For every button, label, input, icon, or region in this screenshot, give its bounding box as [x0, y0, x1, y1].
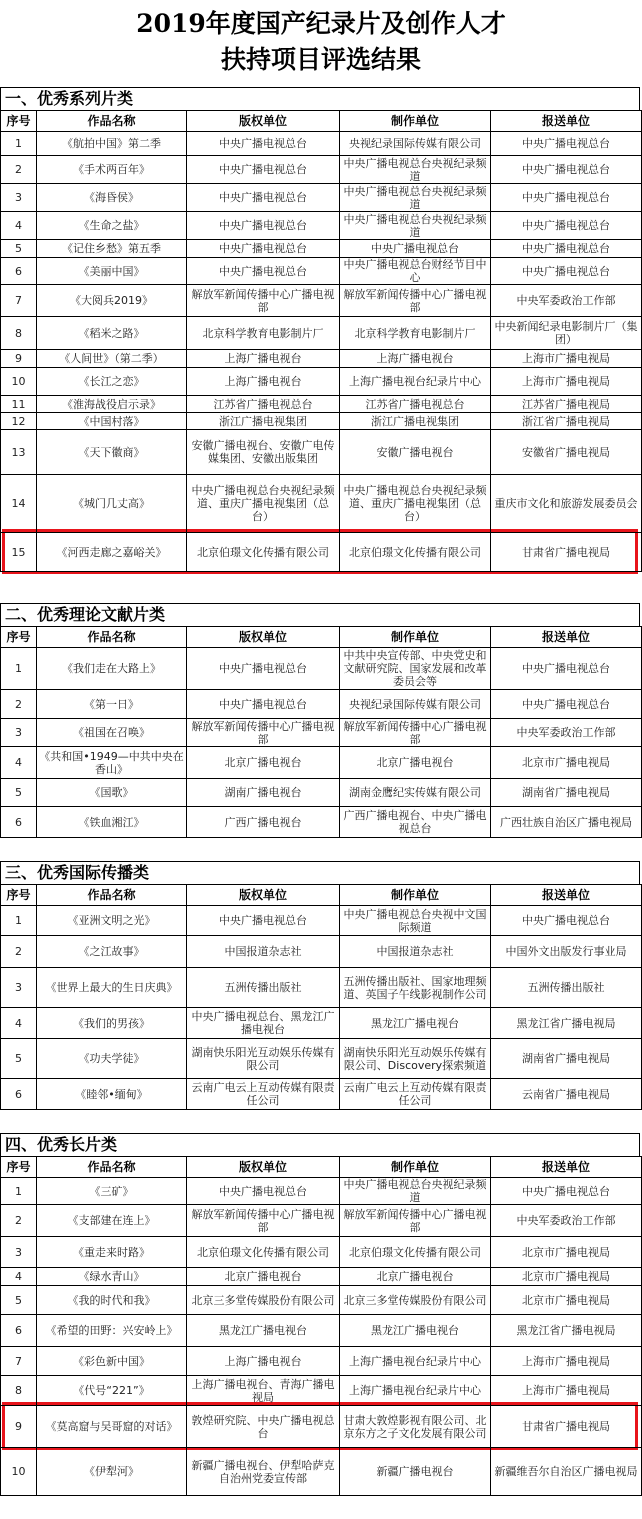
- cell-no: 8: [1, 1376, 37, 1406]
- cell-producer: 黑龙江广播电视台: [340, 1315, 491, 1347]
- cell-producer: 黑龙江广播电视台: [340, 1008, 491, 1039]
- cell-producer: 中央广播电视总台央视纪录频道、重庆广播电视集团（总台）: [340, 475, 491, 533]
- cell-no: 3: [1, 1237, 37, 1268]
- cell-producer: 云南广电云上互动传媒有限责任公司: [340, 1079, 491, 1110]
- column-header-no: 序号: [1, 111, 37, 132]
- cell-submitter: 中央广播电视总台: [491, 156, 642, 184]
- column-header-name: 作品名称: [37, 627, 187, 648]
- cell-producer: 中央广播电视总台央视纪录频道: [340, 184, 491, 212]
- cell-no: 4: [1, 1268, 37, 1286]
- cell-name: 《世界上最大的生日庆典》: [37, 968, 187, 1008]
- cell-no: 6: [1, 258, 37, 285]
- cell-rights: 湖南快乐阳光互动娱乐传媒有限公司: [187, 1039, 340, 1079]
- table-row: [1, 1008, 642, 1039]
- cell-name: 《淮海战役启示录》: [37, 396, 187, 413]
- cell-name: 《城门几丈高》: [37, 475, 187, 533]
- cell-producer: 中国报道杂志社: [340, 936, 491, 968]
- column-header-submitter: 报送单位: [491, 1157, 642, 1178]
- cell-name: 《我们走在大路上》: [37, 648, 187, 690]
- section-title: 二、优秀理论文献片类: [0, 603, 640, 627]
- cell-producer: 北京广播电视台: [340, 1268, 491, 1286]
- table-row: [1, 350, 642, 368]
- table-row: [1, 1286, 642, 1315]
- cell-name: 《稻米之路》: [37, 317, 187, 350]
- cell-submitter: 甘肃省广播电视局: [491, 1406, 642, 1448]
- cell-name: 《之江故事》: [37, 936, 187, 968]
- cell-rights: 中央广播电视总台: [187, 690, 340, 719]
- column-header-name: 作品名称: [37, 1157, 187, 1178]
- cell-no: 2: [1, 690, 37, 719]
- cell-name: 《莫高窟与吴哥窟的对话》: [37, 1406, 187, 1448]
- table-row: [1, 690, 642, 719]
- cell-producer: 广西广播电视台、中央广播电视总台: [340, 807, 491, 838]
- cell-no: 7: [1, 1347, 37, 1376]
- table-row: [1, 779, 642, 807]
- cell-no: 5: [1, 1039, 37, 1079]
- cell-no: 14: [1, 475, 37, 533]
- cell-submitter: 上海市广播电视局: [491, 368, 642, 396]
- cell-rights: 中央广播电视总台央视纪录频道、重庆广播电视集团（总台）: [187, 475, 340, 533]
- cell-name: 《美丽中国》: [37, 258, 187, 285]
- table-header-row: [1, 627, 642, 648]
- cell-rights: 广西广播电视台: [187, 807, 340, 838]
- table-row: [1, 1268, 642, 1286]
- title-line-1: 2019年度国产纪录片及创作人才: [136, 9, 506, 38]
- cell-rights: 中央广播电视总台: [187, 212, 340, 240]
- cell-no: 1: [1, 1178, 37, 1205]
- cell-submitter: 中央广播电视总台: [491, 648, 642, 690]
- table-row: [1, 317, 642, 350]
- cell-submitter: 北京市广播电视局: [491, 1237, 642, 1268]
- cell-producer: 央视纪录国际传媒有限公司: [340, 132, 491, 156]
- cell-no: 7: [1, 285, 37, 317]
- table-header-row: [1, 111, 642, 132]
- table-row: [1, 475, 642, 533]
- results-table: [0, 884, 642, 1110]
- cell-no: 2: [1, 936, 37, 968]
- cell-no: 3: [1, 968, 37, 1008]
- cell-producer: 上海广播电视台纪录片中心: [340, 368, 491, 396]
- cell-producer: 央视纪录国际传媒有限公司: [340, 690, 491, 719]
- cell-submitter: 浙江省广播电视局: [491, 413, 642, 430]
- table-row: [1, 648, 642, 690]
- cell-submitter: 北京市广播电视局: [491, 747, 642, 779]
- cell-rights: 中央广播电视总台: [187, 240, 340, 258]
- cell-rights: 上海广播电视台、青海广播电视局: [187, 1376, 340, 1406]
- cell-no: 4: [1, 747, 37, 779]
- cell-name: 《支部建在连上》: [37, 1205, 187, 1237]
- cell-submitter: 中央广播电视总台: [491, 906, 642, 936]
- cell-name: 《国歌》: [37, 779, 187, 807]
- cell-rights: 五洲传播出版社: [187, 968, 340, 1008]
- cell-name: 《亚洲文明之光》: [37, 906, 187, 936]
- cell-submitter: 五洲传播出版社: [491, 968, 642, 1008]
- cell-producer: 中央广播电视总台: [340, 240, 491, 258]
- cell-name: 《大阅兵2019》: [37, 285, 187, 317]
- cell-submitter: 湖南省广播电视局: [491, 1039, 642, 1079]
- cell-rights: 黑龙江广播电视台: [187, 1315, 340, 1347]
- cell-rights: 北京伯璟文化传播有限公司: [187, 1237, 340, 1268]
- cell-submitter: 云南省广播电视局: [491, 1079, 642, 1110]
- cell-no: 2: [1, 1205, 37, 1237]
- cell-name: 《我的时代和我》: [37, 1286, 187, 1315]
- cell-submitter: 中央军委政治工作部: [491, 1205, 642, 1237]
- table-row: [1, 240, 642, 258]
- cell-name: 《绿水青山》: [37, 1268, 187, 1286]
- table-row: [1, 1376, 642, 1406]
- cell-no: 9: [1, 1406, 37, 1448]
- cell-no: 10: [1, 368, 37, 396]
- cell-rights: 北京伯璟文化传播有限公司: [187, 533, 340, 572]
- section-title: 三、优秀国际传播类: [0, 861, 640, 885]
- cell-producer: 解放军新闻传播中心广播电视部: [340, 285, 491, 317]
- cell-producer: 解放军新闻传播中心广播电视部: [340, 719, 491, 747]
- cell-no: 4: [1, 212, 37, 240]
- cell-producer: 上海广播电视台纪录片中心: [340, 1347, 491, 1376]
- column-header-producer: 制作单位: [340, 627, 491, 648]
- cell-name: 《三矿》: [37, 1178, 187, 1205]
- cell-rights: 上海广播电视台: [187, 1347, 340, 1376]
- table-row: [1, 1406, 642, 1448]
- table-row: [1, 156, 642, 184]
- results-table: [0, 626, 642, 838]
- cell-rights: 解放军新闻传播中心广播电视部: [187, 719, 340, 747]
- cell-name: 《代号“221”》: [37, 1376, 187, 1406]
- cell-rights: 中央广播电视总台: [187, 184, 340, 212]
- cell-submitter: 中央广播电视总台: [491, 1178, 642, 1205]
- cell-rights: 浙江广播电视集团: [187, 413, 340, 430]
- cell-producer: 北京广播电视台: [340, 747, 491, 779]
- cell-no: 3: [1, 719, 37, 747]
- column-header-submitter: 报送单位: [491, 627, 642, 648]
- table-row: [1, 906, 642, 936]
- cell-submitter: 广西壮族自治区广播电视局: [491, 807, 642, 838]
- cell-producer: 安徽广播电视台: [340, 430, 491, 475]
- cell-producer: 五洲传播出版社、国家地理频道、英国子午线影视制作公司: [340, 968, 491, 1008]
- cell-no: 2: [1, 156, 37, 184]
- column-header-submitter: 报送单位: [491, 885, 642, 906]
- cell-name: 《航拍中国》第二季: [37, 132, 187, 156]
- cell-name: 《手术两百年》: [37, 156, 187, 184]
- cell-name: 《天下徽商》: [37, 430, 187, 475]
- cell-producer: 中央广播电视总台央视中文国际频道: [340, 906, 491, 936]
- cell-rights: 敦煌研究院、中央广播电视总台: [187, 1406, 340, 1448]
- column-header-rights: 版权单位: [187, 885, 340, 906]
- cell-no: 5: [1, 240, 37, 258]
- cell-rights: 江苏省广播电视总台: [187, 396, 340, 413]
- cell-producer: 上海广播电视台纪录片中心: [340, 1376, 491, 1406]
- column-header-rights: 版权单位: [187, 1157, 340, 1178]
- cell-producer: 中央广播电视总台财经节目中心: [340, 258, 491, 285]
- cell-rights: 湖南广播电视台: [187, 779, 340, 807]
- cell-no: 8: [1, 317, 37, 350]
- cell-submitter: 中央广播电视总台: [491, 184, 642, 212]
- column-header-name: 作品名称: [37, 885, 187, 906]
- cell-rights: 上海广播电视台: [187, 350, 340, 368]
- cell-rights: 北京广播电视台: [187, 747, 340, 779]
- cell-no: 1: [1, 132, 37, 156]
- cell-name: 《人间世》（第二季）: [37, 350, 187, 368]
- table-header-row: [1, 885, 642, 906]
- cell-no: 5: [1, 779, 37, 807]
- table-row: [1, 1178, 642, 1205]
- table-row: [1, 1347, 642, 1376]
- cell-rights: 解放军新闻传播中心广播电视部: [187, 285, 340, 317]
- title-line-2: 扶持项目评选结果: [220, 45, 421, 74]
- cell-name: 《第一日》: [37, 690, 187, 719]
- column-header-rights: 版权单位: [187, 627, 340, 648]
- cell-submitter: 新疆维吾尔自治区广播电视局: [491, 1448, 642, 1496]
- table-row: [1, 747, 642, 779]
- cell-no: 1: [1, 648, 37, 690]
- column-header-no: 序号: [1, 1157, 37, 1178]
- column-header-name: 作品名称: [37, 111, 187, 132]
- cell-submitter: 上海市广播电视局: [491, 350, 642, 368]
- section-title: 一、优秀系列片类: [0, 87, 640, 111]
- cell-producer: 中央广播电视总台央视纪录频道: [340, 1178, 491, 1205]
- cell-producer: 湖南快乐阳光互动娱乐传媒有限公司、Discovery探索频道: [340, 1039, 491, 1079]
- cell-name: 《共和国•1949—中共中央在香山》: [37, 747, 187, 779]
- cell-producer: 新疆广播电视台: [340, 1448, 491, 1496]
- cell-producer: 江苏省广播电视总台: [340, 396, 491, 413]
- cell-rights: 北京科学教育电影制片厂: [187, 317, 340, 350]
- cell-name: 《睦邻•缅甸》: [37, 1079, 187, 1110]
- cell-name: 《伊犁河》: [37, 1448, 187, 1496]
- table-row: [1, 132, 642, 156]
- cell-rights: 安徽广播电视台、安徽广电传媒集团、安徽出版集团: [187, 430, 340, 475]
- cell-no: 3: [1, 184, 37, 212]
- cell-producer: 甘肃大敦煌影视有限公司、北京东方之子文化发展有限公司: [340, 1406, 491, 1448]
- cell-rights: 中央广播电视总台、黑龙江广播电视台: [187, 1008, 340, 1039]
- table-row: [1, 258, 642, 285]
- cell-rights: 新疆广播电视台、伊犁哈萨克自治州党委宣传部: [187, 1448, 340, 1496]
- table-row: [1, 1205, 642, 1237]
- cell-submitter: 中央新闻纪录电影制片厂（集团）: [491, 317, 642, 350]
- cell-name: 《功夫学徒》: [37, 1039, 187, 1079]
- table-row: [1, 413, 642, 430]
- cell-submitter: 黑龙江省广播电视局: [491, 1008, 642, 1039]
- cell-no: 4: [1, 1008, 37, 1039]
- cell-name: 《长江之恋》: [37, 368, 187, 396]
- table-row: [1, 368, 642, 396]
- cell-no: 10: [1, 1448, 37, 1496]
- cell-submitter: 安徽省广播电视局: [491, 430, 642, 475]
- cell-rights: 解放军新闻传播中心广播电视部: [187, 1205, 340, 1237]
- cell-rights: 中央广播电视总台: [187, 156, 340, 184]
- cell-producer: 浙江广播电视集团: [340, 413, 491, 430]
- cell-rights: 中央广播电视总台: [187, 648, 340, 690]
- table-row: [1, 212, 642, 240]
- cell-name: 《记住乡愁》第五季: [37, 240, 187, 258]
- cell-name: 《我们的男孩》: [37, 1008, 187, 1039]
- cell-producer: 中央广播电视总台央视纪录频道: [340, 212, 491, 240]
- cell-no: 12: [1, 413, 37, 430]
- cell-no: 6: [1, 1079, 37, 1110]
- cell-submitter: 中央军委政治工作部: [491, 719, 642, 747]
- table-row: [1, 1039, 642, 1079]
- table-row: [1, 1079, 642, 1110]
- section-title: 四、优秀长片类: [0, 1133, 640, 1157]
- cell-name: 《希望的田野：兴安岭上》: [37, 1315, 187, 1347]
- column-header-no: 序号: [1, 885, 37, 906]
- table-row: [1, 936, 642, 968]
- cell-producer: 上海广播电视台: [340, 350, 491, 368]
- cell-no: 15: [1, 533, 37, 572]
- cell-no: 6: [1, 807, 37, 838]
- table-row: [1, 719, 642, 747]
- cell-no: 6: [1, 1315, 37, 1347]
- cell-no: 1: [1, 906, 37, 936]
- table-row: [1, 968, 642, 1008]
- cell-rights: 北京广播电视台: [187, 1268, 340, 1286]
- cell-submitter: 中央广播电视总台: [491, 212, 642, 240]
- cell-rights: 中央广播电视总台: [187, 132, 340, 156]
- table-header-row: [1, 1157, 642, 1178]
- cell-submitter: 湖南省广播电视局: [491, 779, 642, 807]
- column-header-submitter: 报送单位: [491, 111, 642, 132]
- cell-producer: 中央广播电视总台央视纪录频道: [340, 156, 491, 184]
- table-row: [1, 184, 642, 212]
- cell-submitter: 江苏省广播电视局: [491, 396, 642, 413]
- cell-submitter: 甘肃省广播电视局: [491, 533, 642, 572]
- cell-submitter: 黑龙江省广播电视局: [491, 1315, 642, 1347]
- cell-no: 9: [1, 350, 37, 368]
- cell-producer: 北京伯璟文化传播有限公司: [340, 1237, 491, 1268]
- column-header-producer: 制作单位: [340, 1157, 491, 1178]
- cell-submitter: 中央广播电视总台: [491, 132, 642, 156]
- cell-producer: 北京伯璟文化传播有限公司: [340, 533, 491, 572]
- results-table: [0, 110, 642, 572]
- cell-rights: 中央广播电视总台: [187, 1178, 340, 1205]
- cell-name: 《重走来时路》: [37, 1237, 187, 1268]
- table-row: [1, 1237, 642, 1268]
- cell-no: 5: [1, 1286, 37, 1315]
- cell-no: 13: [1, 430, 37, 475]
- cell-name: 《彩色新中国》: [37, 1347, 187, 1376]
- cell-producer: 中共中央宣传部、中央党史和文献研究院、国家发展和改革委员会等: [340, 648, 491, 690]
- cell-producer: 湖南金鹰纪实传媒有限公司: [340, 779, 491, 807]
- column-header-producer: 制作单位: [340, 885, 491, 906]
- cell-producer: 北京科学教育电影制片厂: [340, 317, 491, 350]
- cell-rights: 云南广电云上互动传媒有限责任公司: [187, 1079, 340, 1110]
- cell-submitter: 中央军委政治工作部: [491, 285, 642, 317]
- cell-name: 《中国村落》: [37, 413, 187, 430]
- cell-name: 《生命之盐》: [37, 212, 187, 240]
- cell-submitter: 中央广播电视总台: [491, 258, 642, 285]
- cell-rights: 上海广播电视台: [187, 368, 340, 396]
- cell-submitter: 北京市广播电视局: [491, 1268, 642, 1286]
- cell-submitter: 中央广播电视总台: [491, 240, 642, 258]
- results-table: [0, 1156, 642, 1496]
- cell-name: 《铁血湘江》: [37, 807, 187, 838]
- table-row: [1, 533, 642, 572]
- column-header-no: 序号: [1, 627, 37, 648]
- cell-rights: 中央广播电视总台: [187, 258, 340, 285]
- cell-name: 《河西走廊之嘉峪关》: [37, 533, 187, 572]
- table-row: [1, 430, 642, 475]
- cell-submitter: 重庆市文化和旅游发展委员会: [491, 475, 642, 533]
- cell-name: 《海昏侯》: [37, 184, 187, 212]
- cell-submitter: 北京市广播电视局: [491, 1286, 642, 1315]
- cell-submitter: 中国外文出版发行事业局: [491, 936, 642, 968]
- table-row: [1, 1315, 642, 1347]
- table-row: [1, 285, 642, 317]
- cell-producer: 解放军新闻传播中心广播电视部: [340, 1205, 491, 1237]
- table-row: [1, 1448, 642, 1496]
- cell-submitter: 上海市广播电视局: [491, 1347, 642, 1376]
- cell-submitter: 中央广播电视总台: [491, 690, 642, 719]
- cell-rights: 北京三多堂传媒股份有限公司: [187, 1286, 340, 1315]
- cell-rights: 中央广播电视总台: [187, 906, 340, 936]
- cell-no: 11: [1, 396, 37, 413]
- table-row: [1, 396, 642, 413]
- cell-name: 《祖国在召唤》: [37, 719, 187, 747]
- column-header-rights: 版权单位: [187, 111, 340, 132]
- table-row: [1, 807, 642, 838]
- cell-producer: 北京三多堂传媒股份有限公司: [340, 1286, 491, 1315]
- cell-submitter: 上海市广播电视局: [491, 1376, 642, 1406]
- cell-rights: 中国报道杂志社: [187, 936, 340, 968]
- column-header-producer: 制作单位: [340, 111, 491, 132]
